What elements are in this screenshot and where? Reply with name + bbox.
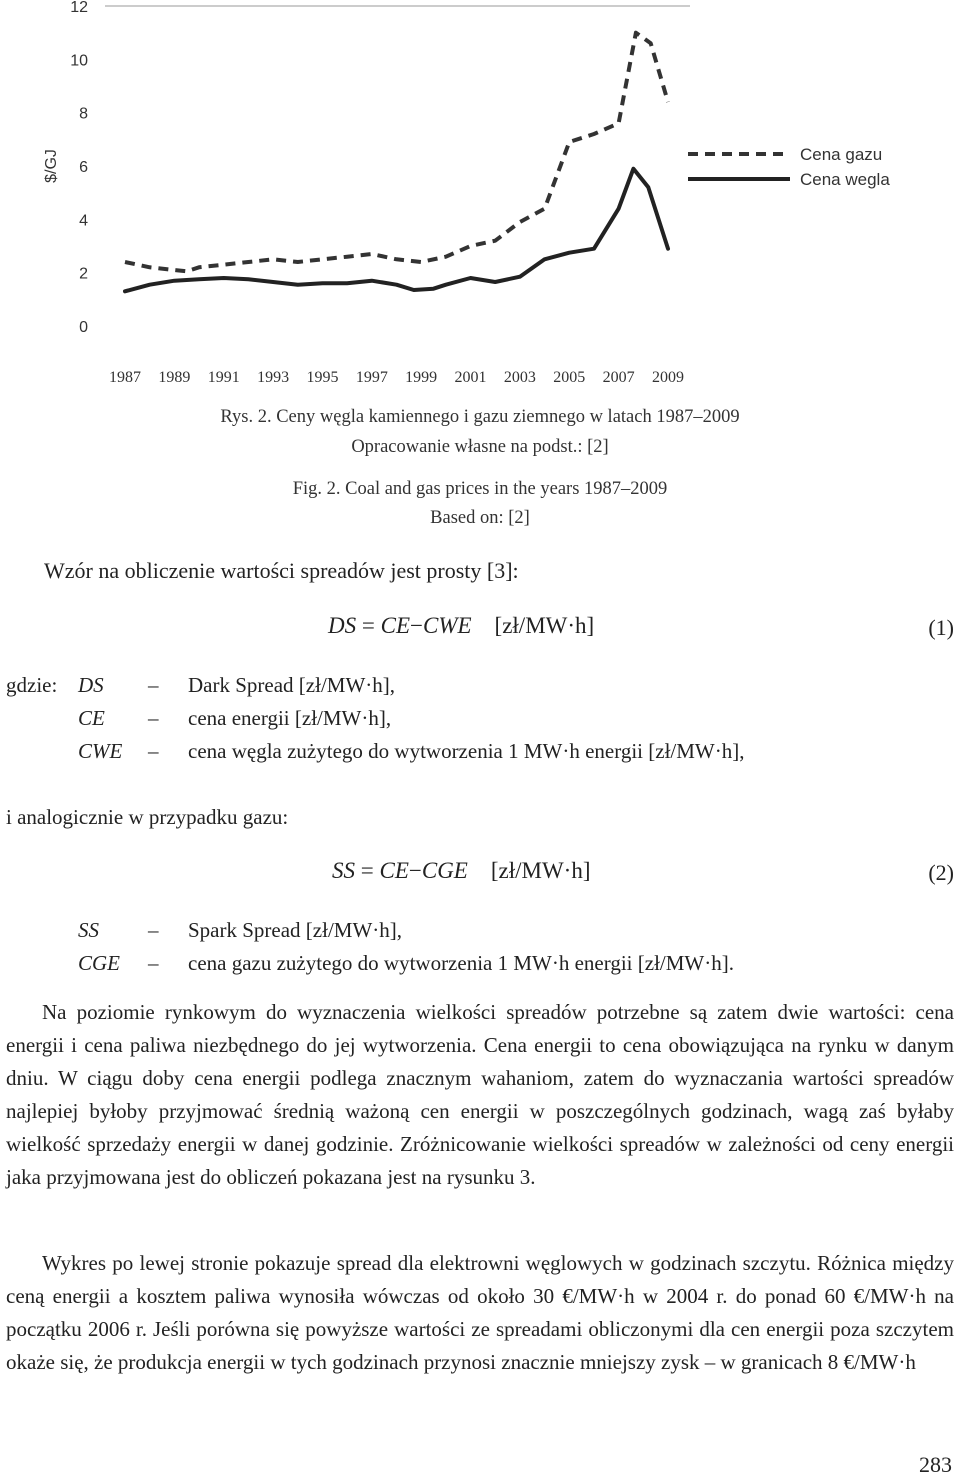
def-text: cena węgla zużytego do wytworzenia 1 MW·h energii [zł/MW·h], [188,739,745,763]
x-tick-label: 2005 [553,369,586,386]
x-tick-label: 2003 [503,369,536,386]
def-dash: – [148,739,159,763]
def-symbol: DS [78,673,104,697]
def-dash: – [148,918,159,942]
x-tick-label: 2009 [652,369,684,386]
y-tick-label: 0 [79,319,88,336]
chart-legend [688,145,890,189]
gdzie-label: gdzie: [6,673,58,697]
eq2-unit: [zł/MW·h] [490,858,591,883]
paragraph-1: Na poziomie rynkowym do wyznaczenia wielkości spreadów potrzebne są zatem dwie wartości: cena energii i cena paliwa niezbędnego do jej wytworzenia. Cena energii to cena obowiązująca na rynku w danym dniu. W ciągu doby cena energii podlega znacznym wahaniom, zatem do wyznaczania wartości spreadów najlepiej byłoby przyjmować średnią ważoną cen energii w poszczególnych godzinach, wagą zaś byłaby wielkość sprzedaży energii w danej godzinie. Zróżnicowanie wielkości spreadów w zależności od ceny energii jaka przyjmowana jest do obliczeń pokazana jest na rysunku 3. [6,1000,954,1189]
def-symbol: CE [78,706,105,730]
caption-pl-title: Rys. 2. Ceny węgla kamiennego i gazu ziemnego w latach 1987–2009 [220,407,740,427]
legend-label: Cena gazu [800,145,883,164]
y-tick-label: 10 [70,52,88,70]
caption-en-source: Based on: [2] [430,508,530,528]
def-dash: – [148,706,159,730]
def-symbol: CGE [78,951,120,975]
price-chart [0,0,960,400]
eq2-term-b: CGE [421,858,468,883]
x-tick-label: 2007 [602,369,635,386]
series-lines [125,33,668,292]
eq2-lhs: SS [332,858,355,883]
def-text: cena gazu zużytego do wytworzenia 1 MW·h energii [zł/MW·h]. [188,951,734,975]
page-number: 283 [919,1452,952,1477]
def-symbol: CWE [78,739,123,763]
y-tick-label: 12 [70,0,88,16]
x-tick-label: 1995 [306,369,339,386]
x-tick-label: 2001 [454,369,487,386]
y-tick-label: 4 [79,212,88,230]
equation-2 [332,858,591,884]
x-tick-label: 1989 [158,369,191,386]
def-text: Dark Spread [zł/MW·h], [188,673,396,697]
x-tick-label: 1993 [257,369,290,386]
series-gas-line [125,33,668,272]
y-axis-label: $/GJ [43,149,60,183]
x-tick-label: 1999 [405,369,438,386]
eq1-lhs: DS [328,613,357,638]
analog-text: i analogicznie w przypadku gazu: [6,805,289,829]
eq1-equals: = [361,613,375,638]
y-tick-label: 6 [79,159,88,176]
x-tick-label: 1987 [109,369,141,386]
paragraph-2: Wykres po lewej stronie pokazuje spread dla elektrowni węglowych w godzinach szczytu. Różnica między ceną energii a kosztem paliwa wynosiła wówczas od około 30 €/MW·h w 2004 r. do ponad 60 €/MW·h na początku 2006 r. Jeśli porówna się powyższe wartości ze spreadami obliczonymi dla cen energii poza szczytem okaże się, że produkcja energii w tych godzinach przynosi znacznie mniejszy zysk – w granicach 8 €/MW·h [6,1251,954,1374]
y-tick-labels [70,0,88,336]
eq1-number: (1) [928,615,954,640]
y-tick-label: 8 [79,105,88,123]
eq2-minus: − [408,858,422,883]
x-tick-label: 1997 [355,369,388,386]
def-dash: – [148,673,159,697]
eq1-unit: [zł/MW·h] [494,613,595,638]
y-tick-label: 2 [79,265,88,283]
def-symbol: SS [78,918,99,942]
x-tick-labels [109,369,684,386]
legend-label: Cena wegla [800,170,890,189]
eq1-term-a: CE [380,613,410,638]
series-coal-line [125,169,668,292]
intro-text: Wzór na obliczenie wartości spreadów jest prosty [3]: [44,558,519,583]
caption-pl-source: Opracowanie własne na podst.: [2] [351,437,609,457]
caption-en-title: Fig. 2. Coal and gas prices in the years 1987–2009 [292,479,668,499]
eq2-equals: = [360,858,374,883]
def-text: cena energii [zł/MW·h], [188,706,392,730]
def-text: Spark Spread [zł/MW·h], [188,918,403,942]
eq1-term-b: CWE [422,613,472,638]
eq2-term-a: CE [379,858,409,883]
def-dash: – [148,951,159,975]
eq2-number: (2) [928,860,954,885]
equation-1 [328,613,594,639]
eq1-minus: − [410,613,423,638]
x-tick-label: 1991 [207,369,240,386]
